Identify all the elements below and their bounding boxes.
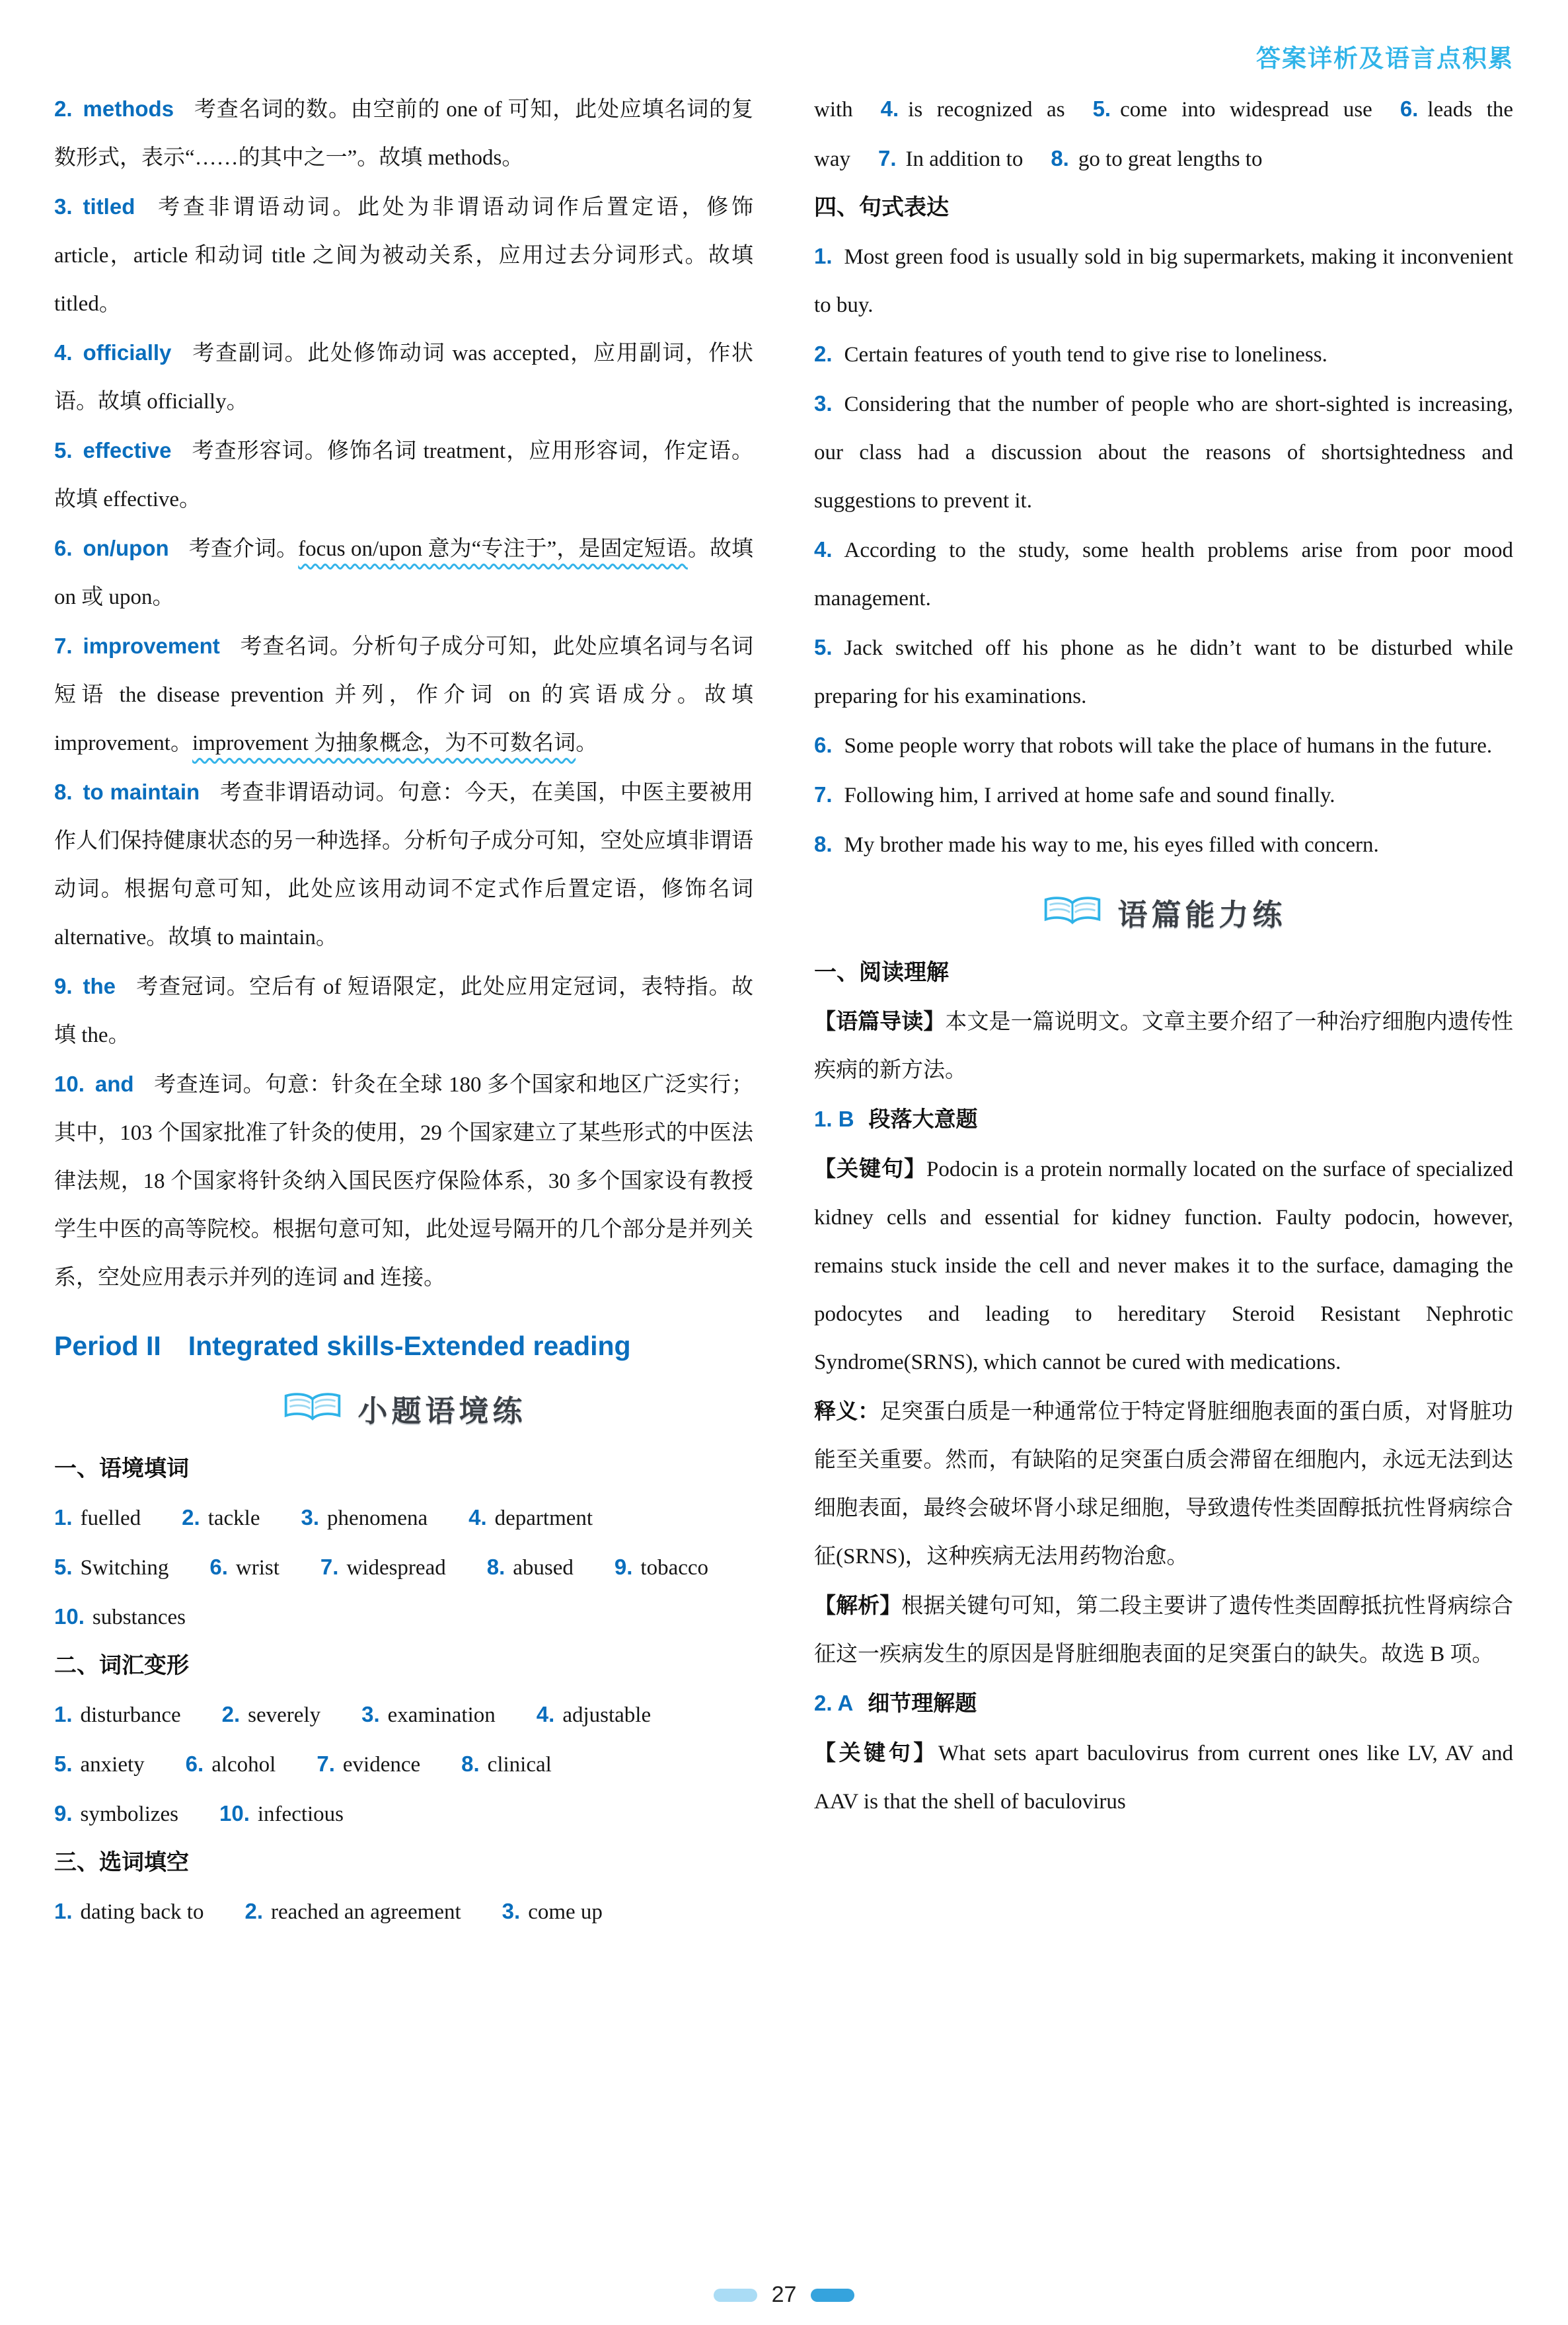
explanation-text: 考查名词的数。由空前的 one of 可知，此处应填名词的复数形式，表示“……的其中之一”。故填 methods。 [54, 98, 753, 170]
phrase-continuation-line [814, 85, 1513, 184]
key-sentence-text: What sets apart baculovirus from current ones like LV, AV and AAV is that the shell of baculovirus [814, 1742, 1513, 1814]
answer-text: reached an agreement [271, 1900, 461, 1924]
sentence-item [814, 330, 1513, 379]
answer-item [222, 1690, 320, 1740]
phrase-token: 5. [1092, 96, 1111, 121]
answer-text: substances [92, 1605, 186, 1629]
explanation-item [54, 1060, 753, 1302]
answer-item [54, 1592, 186, 1642]
answer-item [54, 1543, 168, 1592]
answer-word: officially [83, 340, 172, 365]
answer-word: the [83, 974, 116, 998]
footer-decoration-right [811, 2289, 854, 2302]
page-number: 27 [771, 2282, 797, 2307]
section-banner-passage-ability-practice [814, 883, 1513, 941]
answer-word: to maintain [83, 780, 200, 804]
answer-item [186, 1740, 276, 1789]
answer-text: symbolizes [80, 1802, 179, 1826]
answer-number: 4. [536, 1702, 555, 1726]
answer-number: 2. [182, 1505, 200, 1530]
item-number: 8. [54, 780, 73, 804]
answer-number: 10. [54, 1604, 85, 1629]
explanation-item [54, 524, 753, 622]
answer-text: Switching [80, 1556, 169, 1580]
question-answer: 2. A [814, 1691, 854, 1715]
two-column-layout [54, 85, 1514, 1937]
section-title-reading-comprehension: 一、阅读理解 [814, 960, 949, 985]
explanation-text: 考查形容词。修饰名词 treatment，应用形容词，作定语。故填 effective。 [54, 439, 753, 511]
answer-word: and [94, 1072, 134, 1096]
answer-text: anxiety [80, 1753, 145, 1777]
answer-number: 7. [317, 1752, 335, 1776]
sentence-item [814, 525, 1513, 623]
explanation-item [54, 426, 753, 524]
explanation-text-post: 。 [576, 731, 598, 755]
answer-text: evidence [342, 1753, 421, 1777]
answer-text: disturbance [80, 1703, 181, 1727]
answer-number: 2. [221, 1702, 241, 1726]
answer-word: effective [83, 438, 172, 462]
open-book-icon [1041, 895, 1104, 928]
answer-word: on/upon [83, 536, 169, 560]
answer-text: tobacco [640, 1556, 709, 1580]
answer-number: 8. [486, 1555, 505, 1579]
open-book-icon [281, 1391, 344, 1424]
key-sentence-1 [814, 1144, 1513, 1387]
item-number: 5. [54, 438, 73, 462]
answer-text: adjustable [562, 1703, 652, 1727]
answer-number: 3. [301, 1505, 319, 1530]
item-number: 9. [54, 974, 73, 998]
phrase-token: with [814, 98, 853, 122]
paraphrase-text: 足突蛋白质是一种通常位于特定肾脏细胞表面的蛋白质，对肾脏功能至关重要。然而，有缺陷的足突蛋白质会滞留在细胞内，永远无法到达细胞表面，最终会破坏肾小球足细胞，导致遗传性类固醇抵抗性肾病综合征(SRNS)，这种疾病无法用药物治愈。 [814, 1400, 1514, 1568]
paraphrase [814, 1387, 1513, 1581]
explanation-text: 考查非谓语动词。此处为非谓语动词作后置定语，修饰 article，article 和动词 title 之间为被动关系，应用过去分词形式。故填 titled。 [54, 196, 753, 316]
key-sentence-label: 【关键句】 [814, 1156, 927, 1181]
key-sentence-label: 【关键句】 [814, 1740, 938, 1765]
explanation-item [54, 85, 753, 182]
sentence-number: 6. [814, 733, 833, 757]
phrase-token: leads the way [814, 98, 1514, 171]
question-type: 细节理解题 [868, 1691, 977, 1715]
sentence-item [814, 232, 1513, 330]
answer-item [54, 1493, 141, 1543]
answer-item [244, 1887, 461, 1937]
question-2-answer-line [814, 1679, 1513, 1728]
answer-text: come up [528, 1900, 603, 1924]
answer-item [468, 1493, 593, 1543]
sentence-number: 3. [814, 391, 833, 416]
answer-number: 6. [185, 1752, 204, 1776]
footer-decoration-left [714, 2289, 757, 2302]
explanation-text: 考查名词。分析句子成分可知，此处应填名词与名词短语 the disease prevention 并列，作介词 on 的宾语成分。故填 improvement。 [54, 635, 753, 755]
item-number: 6. [54, 536, 73, 560]
question-answer: 1. B [814, 1107, 854, 1131]
answer-text: department [494, 1506, 593, 1530]
analysis-text: 根据关键句可知，第二段主要讲了遗传性类固醇抵抗性肾病综合征这一疾病发生的原因是肾脏细胞表面的足突蛋白的缺失。故选 B 项。 [814, 1594, 1514, 1666]
section-title-word-forms: 二、词汇变形 [54, 1653, 189, 1678]
page-header [54, 38, 1514, 81]
sentence-text: Following him, I arrived at home safe and sound finally. [844, 784, 1335, 807]
answer-item [54, 1789, 178, 1839]
wavy-underlined-text: focus on/upon 意为“专注于”，是固定短语 [298, 537, 688, 561]
answer-word: improvement [83, 634, 220, 658]
answer-number: 4. [468, 1505, 487, 1530]
answer-text: alcohol [211, 1753, 276, 1777]
answer-item [502, 1887, 603, 1937]
phrase-token: 8. [1051, 146, 1069, 170]
phrase-token: go to great lengths to [1078, 147, 1263, 171]
answer-item [54, 1690, 181, 1740]
sentence-text: Considering that the number of people who are short-sighted is increasing, our class had a discussion about the reasons of shortsightedness and suggestions to prevent it. [814, 392, 1513, 513]
sentence-item [814, 820, 1513, 869]
answer-item [54, 1887, 204, 1937]
answer-item [182, 1493, 260, 1543]
sentence-text: Jack switched off his phone as he didn’t want to be disturbed while preparing for his examinations. [814, 636, 1513, 708]
answer-item [301, 1493, 428, 1543]
answer-text: tackle [207, 1506, 260, 1530]
paraphrase-label: 释义： [814, 1399, 880, 1423]
sentence-number: 7. [814, 782, 833, 807]
period-heading: Period II Integrated skills-Extended reading [54, 1331, 631, 1361]
answer-text: infectious [257, 1802, 344, 1826]
sentence-item [814, 770, 1513, 820]
answer-item [317, 1740, 420, 1789]
explanation-item [54, 622, 753, 768]
phrase-token: In addition to [905, 147, 1024, 171]
answer-item [615, 1543, 708, 1592]
sentence-number: 5. [814, 635, 833, 659]
intro-label: 【语篇导读】 [814, 1009, 946, 1033]
item-number: 2. [54, 96, 73, 121]
explanation-text: 考查非谓语动词。句意：今天，在美国，中医主要被用作人们保持健康状态的另一种选择。分析句子成分可知，空处应填非谓语动词。根据句意可知，此处应该用动词不定式作后置定语，修饰名词 alternative。故填 to maintain。 [54, 781, 753, 949]
answer-item [54, 1740, 145, 1789]
sentence-number: 2. [814, 342, 833, 366]
section-title-sentence-patterns: 四、句式表达 [814, 195, 949, 220]
analysis [814, 1581, 1513, 1679]
question-type: 段落大意题 [868, 1107, 978, 1131]
explanation-text: 考查副词。此处修饰动词 was accepted，应用副词，作状语。故填 officially。 [54, 342, 753, 414]
section-banner-small-question-practice [54, 1379, 753, 1437]
item-number: 10. [54, 1072, 85, 1096]
answer-item [461, 1740, 552, 1789]
analysis-label: 【解析】 [814, 1593, 902, 1617]
right-column [814, 85, 1513, 1937]
answer-number: 3. [361, 1702, 380, 1726]
item-number: 7. [54, 634, 73, 658]
answer-text: phenomena [327, 1506, 428, 1530]
section-title-phrase-fill: 三、选词填空 [54, 1850, 189, 1875]
answer-item [487, 1543, 574, 1592]
explanation-text: 考查介词。 [188, 537, 299, 561]
answer-number: 1. [54, 1505, 73, 1530]
wavy-underlined-text: improvement 为抽象概念，为不可数名词 [192, 731, 576, 755]
sentence-text: Most green food is usually sold in big supermarkets, making it inconvenient to buy. [814, 245, 1513, 317]
answer-number: 1. [54, 1702, 73, 1726]
sentence-number: 8. [814, 832, 833, 856]
answer-text: wrist [235, 1556, 280, 1580]
item-number: 3. [54, 194, 73, 219]
answer-number: 5. [54, 1555, 73, 1579]
explanation-text: 考查连词。句意：针灸在全球 180 多个国家和地区广泛实行；其中，103 个国家批准了针灸的使用，29 个国家建立了某些形式的中医法律法规，18 个国家将针灸纳入国民医疗保险体系，30 多个国家设有教授学生中医的高等院校。根据句意可知，此处逗号隔开的几个部分是并列关系，空处应用表示并列的连词 and 连接。 [54, 1073, 753, 1290]
answer-list-context-words [54, 1493, 753, 1642]
phrase-token: 6. [1400, 96, 1419, 121]
sentence-number: 1. [814, 244, 833, 268]
phrase-token: 7. [877, 146, 897, 170]
phrase-token: 4. [880, 96, 899, 121]
sentence-number: 4. [814, 537, 833, 562]
sentence-answer-list [814, 232, 1513, 869]
answer-number: 2. [244, 1899, 264, 1923]
sentence-item [814, 721, 1513, 770]
sentence-item [814, 379, 1513, 525]
key-sentence-2 [814, 1728, 1513, 1826]
answer-text: fuelled [80, 1506, 141, 1530]
sentence-text: Some people worry that robots will take the place of humans in the future. [844, 734, 1493, 758]
answer-text: dating back to [80, 1900, 204, 1924]
explanation-item [54, 328, 753, 426]
phrase-token: is recognized as [908, 98, 1065, 122]
header-title: 答案详析及语言点积累 [1256, 45, 1514, 72]
sentence-text: According to the study, some health problems arise from poor mood management. [814, 538, 1513, 610]
answer-number: 7. [320, 1555, 339, 1579]
explanation-text: 考查冠词。空后有 of 短语限定，此处应用定冠词，表特指。故填 the。 [54, 975, 753, 1047]
sentence-item [814, 623, 1513, 721]
answer-number: 6. [209, 1555, 228, 1579]
explanation-item [54, 962, 753, 1060]
answer-text: abused [513, 1556, 574, 1580]
answer-word: methods [83, 96, 174, 121]
answer-item [209, 1543, 280, 1592]
answer-number: 10. [219, 1801, 250, 1826]
answer-text: widespread [346, 1556, 446, 1580]
explanation-item [54, 768, 753, 962]
question-1-answer-line [814, 1095, 1513, 1144]
explanation-item [54, 182, 753, 328]
answer-text: clinical [487, 1753, 552, 1777]
answer-number: 3. [502, 1899, 521, 1923]
explanation-list [54, 85, 753, 1302]
answer-number: 1. [54, 1899, 73, 1923]
banner-title: 语篇能力练 [1117, 897, 1287, 932]
answer-item [537, 1690, 651, 1740]
left-column [54, 85, 753, 1937]
answer-item [219, 1789, 344, 1839]
sentence-text: Certain features of youth tend to give rise to loneliness. [844, 343, 1327, 367]
answer-number: 5. [54, 1752, 73, 1776]
phrase-token: come into widespread use [1120, 98, 1372, 122]
answer-number: 9. [54, 1801, 73, 1826]
answer-word: titled [83, 194, 135, 219]
banner-title: 小题语境练 [357, 1393, 527, 1428]
sentence-text: My brother made his way to me, his eyes filled with concern. [844, 833, 1379, 857]
answer-item [361, 1690, 496, 1740]
answer-text: examination [387, 1703, 496, 1727]
answer-number: 9. [614, 1555, 633, 1579]
item-number: 4. [54, 340, 73, 365]
answer-text: severely [248, 1703, 321, 1727]
answer-list-word-forms [54, 1690, 753, 1839]
section-title-context-words: 一、语境填词 [54, 1456, 189, 1481]
answer-item [320, 1543, 446, 1592]
answer-list-phrase-fill [54, 1887, 753, 1937]
intro-text: 本文是一篇说明文。文章主要介绍了一种治疗细胞内遗传性疾病的新方法。 [814, 1010, 1514, 1082]
answer-number: 8. [461, 1752, 480, 1776]
passage-intro [814, 997, 1513, 1095]
page-footer [0, 2282, 1568, 2308]
explanation-text-post: 。故填 on 或 upon。 [54, 537, 754, 609]
key-sentence-text: Podocin is a protein normally located on the surface of specialized kidney cells and essential for kidney function. Faulty podocin, however, remains stuck inside the cell and never makes it to the surface, damaging the podocytes and leading to hereditary Steroid Resistant Nephrotic Syndrome(SRNS), which cannot be cured with medications. [814, 1158, 1513, 1374]
